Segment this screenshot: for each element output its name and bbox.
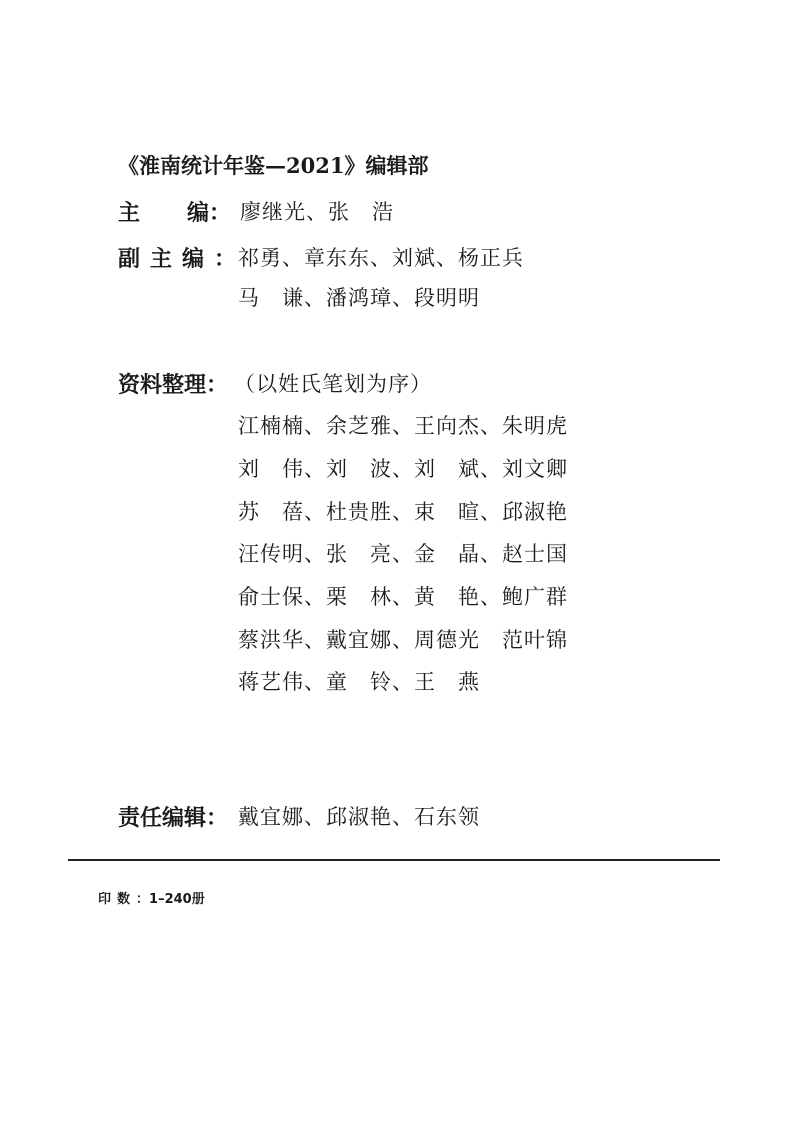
responsible-editor-names: 戴宜娜、邱淑艳、石东领 — [238, 805, 480, 829]
data-compilation-row: 汪传明、张 亮、金 晶、赵士国 — [238, 542, 568, 566]
print-run: 印数：1–240册 — [98, 892, 205, 907]
responsible-editor-label-text: 责任编辑 — [118, 806, 207, 831]
data-compilation-label: 资料整理： — [118, 373, 229, 398]
data-compilation-row: 苏 蓓、杜贵胜、束 暄、邱淑艳 — [238, 500, 568, 524]
chief-editor-names: 廖继光、张 浩 — [240, 200, 394, 224]
data-compilation-intro: （以姓氏笔划为序） — [234, 372, 432, 396]
data-compilation-row: 刘 伟、刘 波、刘 斌、刘文卿 — [238, 457, 568, 481]
chief-editor-label: 主 编： — [118, 196, 231, 227]
responsible-editor-label: 责任编辑： — [118, 806, 229, 831]
deputy-editor-names-line1: 祁勇、章东东、刘斌、杨正兵 — [238, 246, 524, 270]
data-compilation-label-text: 资料整理 — [118, 373, 207, 398]
print-run-value: 1–240册 — [149, 892, 205, 907]
divider-rule — [68, 859, 720, 861]
deputy-editor-label: 副主编： — [118, 247, 237, 272]
data-compilation-row: 蒋艺伟、童 铃、王 燕 — [238, 670, 480, 694]
data-compilation-row: 江楠楠、余芝雅、王向杰、朱明虎 — [238, 414, 568, 438]
deputy-editor-label-text: 副主编 — [118, 247, 215, 272]
deputy-editor-names-line2: 马 谦、潘鸿璋、段明明 — [238, 286, 480, 310]
chief-editor-label-b: 编 — [187, 201, 210, 226]
data-compilation-row: 蔡洪华、戴宜娜、周德光 范叶锦 — [238, 628, 568, 652]
chief-editor-label-a: 主 — [118, 201, 141, 226]
data-compilation-row: 俞士保、栗 林、黄 艳、鲍广群 — [238, 585, 568, 609]
page-title: 《淮南统计年鉴—2021》编辑部 — [118, 153, 429, 178]
print-run-label: 印数 — [98, 892, 137, 907]
